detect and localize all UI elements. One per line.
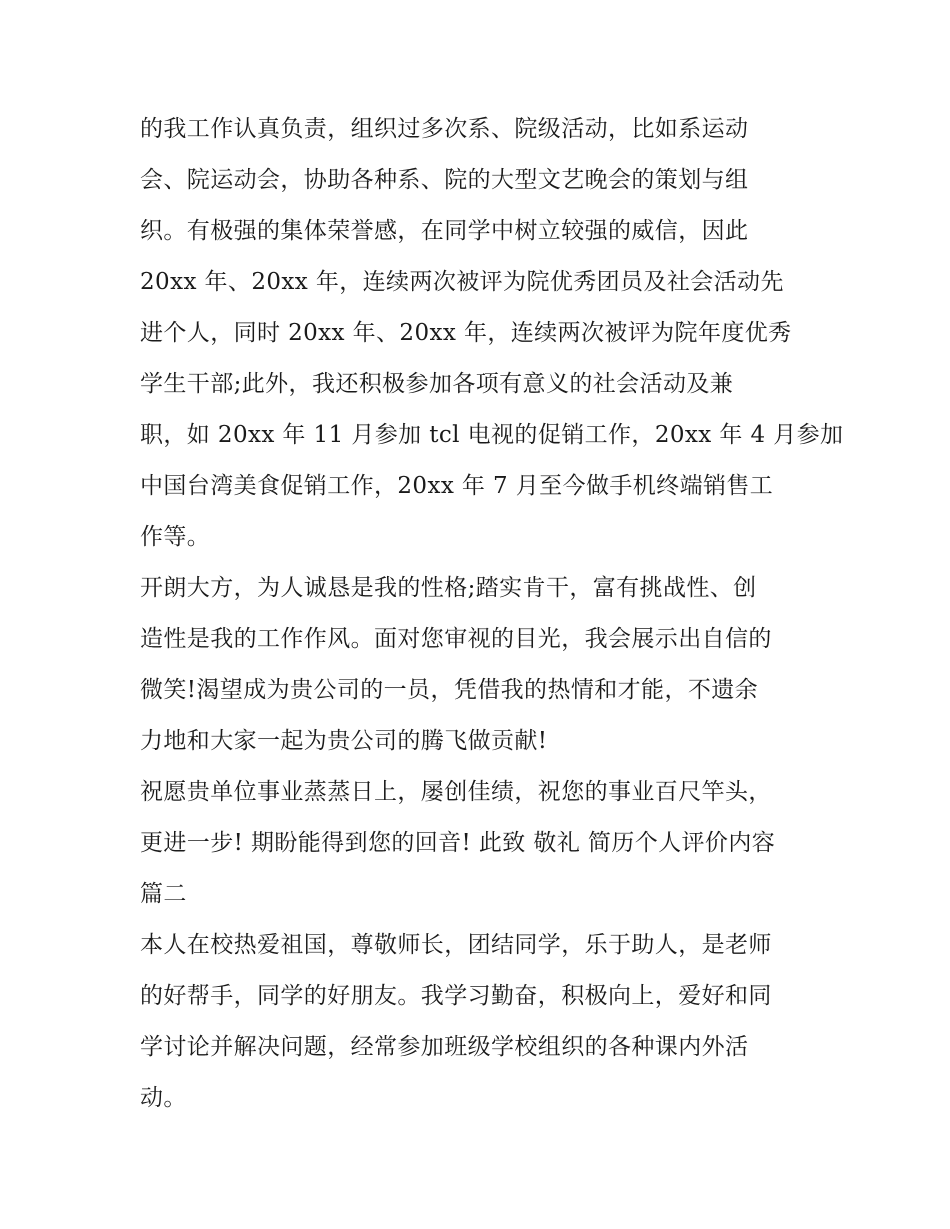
text-line: 力地和大家一起为贵公司的腾飞做贡献!	[140, 728, 548, 754]
paragraph	[140, 563, 812, 767]
text-line: 开朗大方，为人诚恳是我的性格;踏实肯干，富有挑战性、创	[140, 575, 757, 601]
text-line: 20xx 年、20xx 年，连续两次被评为院优秀团员及社会活动先	[140, 269, 784, 295]
text-line: 动。	[140, 1085, 187, 1111]
paragraph	[140, 104, 844, 563]
paragraph	[140, 920, 812, 1124]
text-line: 织。有极强的集体荣誉感，在同学中树立较强的威信，因此	[140, 218, 749, 244]
section-heading: 篇二	[140, 881, 187, 907]
text-line: 作等。	[140, 524, 211, 550]
text-line: 更进一步! 期盼能得到您的回音! 此致 敬礼 简历个人评价内容	[140, 830, 776, 856]
text-line: 会、院运动会，协助各种系、院的大型文艺晚会的策划与组	[140, 167, 749, 193]
text-line: 学讨论并解决问题，经常参加班级学校组织的各种课内外活	[140, 1034, 749, 1060]
paragraph	[140, 767, 812, 920]
text-line: 中国台湾美食促销工作，20xx 年 7 月至今做手机终端销售工	[140, 473, 774, 499]
text-line: 造性是我的工作作风。面对您审视的目光，我会展示出自信的	[140, 626, 772, 652]
text-line: 的好帮手，同学的好朋友。我学习勤奋，积极向上，爱好和同	[140, 983, 772, 1009]
text-line: 祝愿贵单位事业蒸蒸日上，屡创佳绩，祝您的事业百尺竿头，	[140, 779, 772, 805]
text-line: 微笑!渴望成为贵公司的一员，凭借我的热情和才能，不遗余	[140, 677, 759, 703]
text-line: 的我工作认真负责，组织过多次系、院级活动，比如系运动	[140, 116, 749, 142]
text-line: 本人在校热爱祖国，尊敬师长，团结同学，乐于助人，是老师	[140, 932, 772, 958]
text-line: 学生干部;此外，我还积极参加各项有意义的社会活动及兼	[140, 371, 734, 397]
text-line: 进个人，同时 20xx 年、20xx 年，连续两次被评为院年度优秀	[140, 320, 792, 346]
document-body	[140, 104, 844, 1124]
text-line: 职，如 20xx 年 11 月参加 tcl 电视的促销工作，20xx 年 4 月参加	[140, 422, 844, 448]
